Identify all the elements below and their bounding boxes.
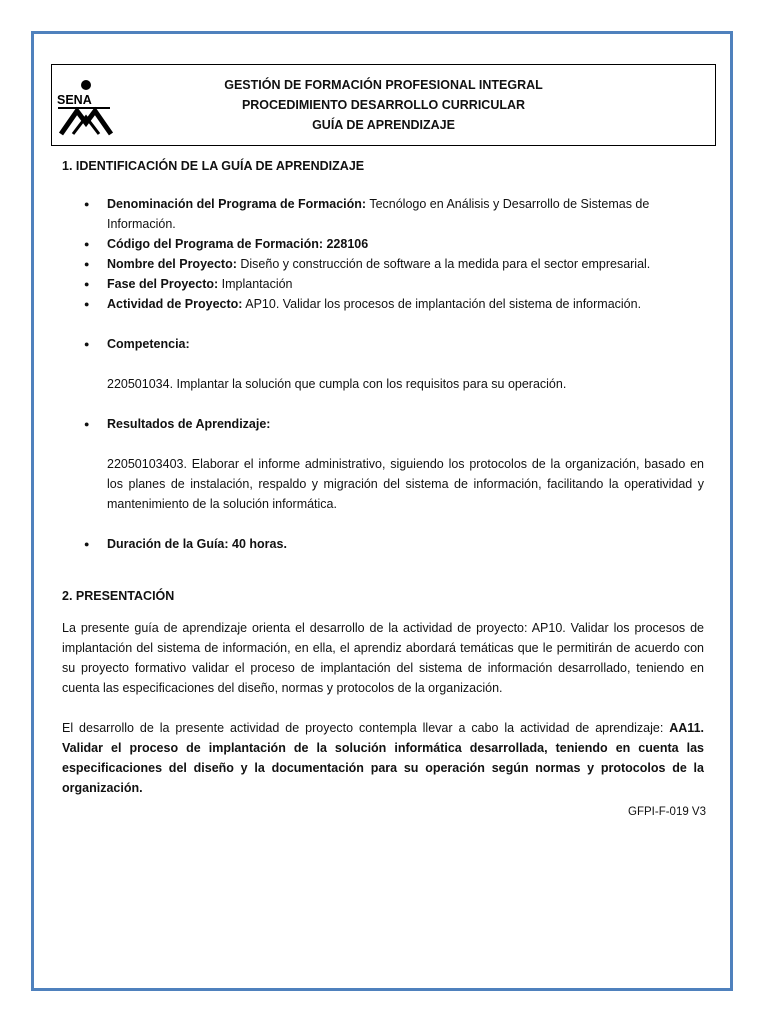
list-item: ● Nombre del Proyecto: Diseño y construcción de software a la medida para el sector empresarial. bbox=[62, 254, 704, 274]
header-title-3: GUÍA DE APRENDIZAJE bbox=[312, 118, 455, 132]
identification-list bbox=[62, 194, 704, 314]
duracion-label: ● Duración de la Guía: 40 horas. bbox=[62, 534, 704, 554]
list-item: ● Denominación del Programa de Formación: Tecnólogo en Análisis y Desarrollo de Sistemas de Información. bbox=[62, 194, 704, 234]
section-2-title: 2. PRESENTACIÓN bbox=[62, 589, 175, 603]
document-header bbox=[51, 64, 716, 146]
competencia-label: ● Competencia: bbox=[62, 334, 704, 354]
header-title-2: PROCEDIMIENTO DESARROLLO CURRICULAR bbox=[241, 98, 526, 112]
list-item: ● Actividad de Proyecto: AP10. Validar los procesos de implantación del sistema de información. bbox=[62, 294, 704, 314]
resultados-text: 22050103403. Elaborar el informe administrativo, siguiendo los protocolos de la organización, basado en los planes de instalación, respaldo y migración del sistema de información, facilitando la operatividad y mantenimiento de la solución informática. bbox=[107, 457, 704, 511]
competencia-text: 220501034. Implantar la solución que cumpla con los requisitos para su operación. bbox=[107, 377, 567, 391]
resultados-label: ● Resultados de Aprendizaje: bbox=[62, 414, 704, 434]
document-body bbox=[62, 156, 704, 798]
presentacion-paragraph-1: La presente guía de aprendizaje orienta el desarrollo de la actividad de proyecto: AP10. Validar los procesos de implantación del sistema de información, en ella, el aprendiz abordará temáticas que le permitirán de acuerdo con su proyecto formativo validar el proceso de implantación del sistema de información desarrollado, teniendo en cuenta las especificaciones del diseño, normas y protocolos de la organización. bbox=[62, 621, 704, 695]
list-item: ● Fase del Proyecto: Implantación bbox=[62, 274, 704, 294]
list-item: ● Código del Programa de Formación: 228106 bbox=[62, 234, 704, 254]
logo-text: SENA bbox=[57, 93, 92, 107]
presentacion-paragraph-2: El desarrollo de la presente actividad de proyecto contempla llevar a cabo la actividad de aprendizaje: AA11. Validar el proceso de implantación de la solución informática desarrollada, teniendo en cuenta las especificaciones del diseño y la documentación para su operación según normas y protocolos de la organización. bbox=[62, 721, 704, 795]
section-1-title: 1. IDENTIFICACIÓN DE LA GUÍA DE APRENDIZAJE bbox=[62, 159, 365, 173]
header-title-1: GESTIÓN DE FORMACIÓN PROFESIONAL INTEGRAL bbox=[224, 78, 543, 92]
form-code: GFPI-F-019 V3 bbox=[628, 806, 706, 818]
